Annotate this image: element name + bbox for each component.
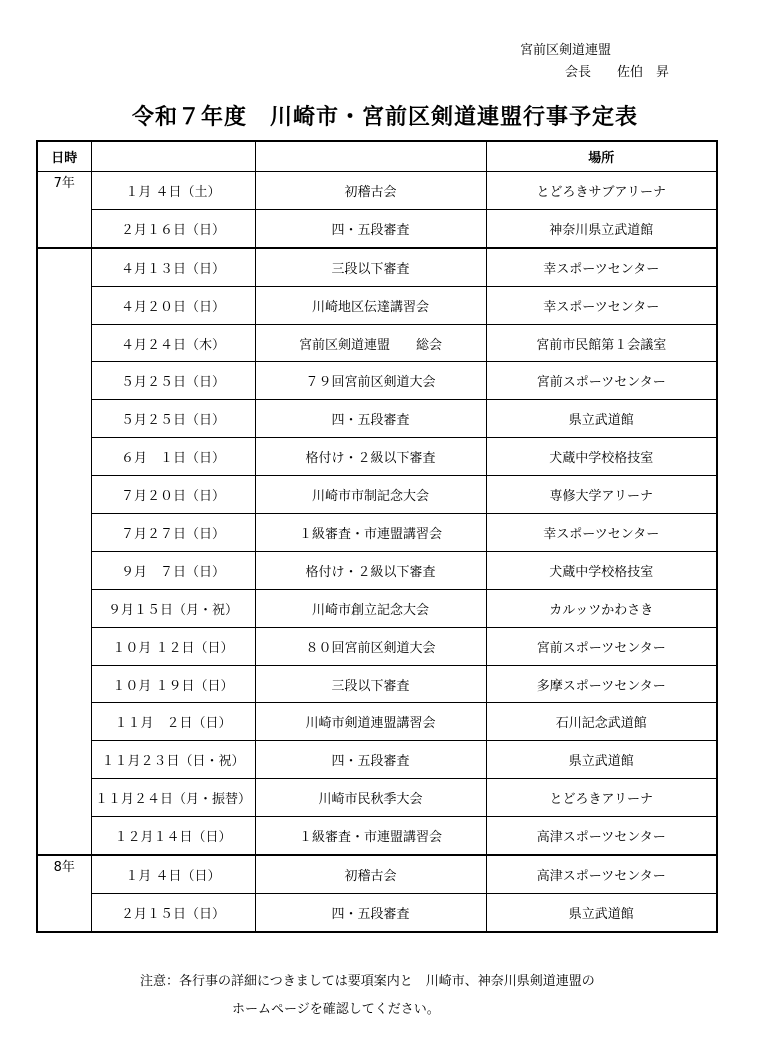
table-row xyxy=(37,286,717,324)
event-cell: 川崎市民秋季大会 xyxy=(255,779,486,817)
event-cell: 川崎市市制記念大会 xyxy=(255,476,486,514)
venue-cell: カルッツかわさき xyxy=(486,589,717,627)
date-cell: １０月 １２日（日） xyxy=(91,627,255,665)
year-cell: 8年 xyxy=(37,855,91,932)
event-cell: 四・五段審査 xyxy=(255,893,486,931)
venue-cell: 高津スポーツセンター xyxy=(486,817,717,855)
event-cell: 初稽古会 xyxy=(255,855,486,893)
note-block xyxy=(140,968,595,1024)
date-cell: ７月２０日（日） xyxy=(91,476,255,514)
venue-cell: 犬蔵中学校格技室 xyxy=(486,438,717,476)
table-row xyxy=(37,741,717,779)
header-date: 日時 xyxy=(37,141,91,172)
date-cell: ２月１５日（日） xyxy=(91,893,255,931)
event-cell: 四・五段審査 xyxy=(255,209,486,247)
note-line-2: ホームページを確認してください。 xyxy=(232,1002,440,1017)
date-cell: ９月１５日（月・祝） xyxy=(91,589,255,627)
venue-cell: 犬蔵中学校格技室 xyxy=(486,551,717,589)
venue-cell: 石川記念武道館 xyxy=(486,703,717,741)
venue-cell: 幸スポーツセンター xyxy=(486,248,717,286)
event-cell: 初稽古会 xyxy=(255,172,486,210)
header-venue: 場所 xyxy=(486,141,717,172)
date-cell: １１月 ２日（日） xyxy=(91,703,255,741)
venue-cell: とどろきアリーナ xyxy=(486,779,717,817)
date-cell: １０月 １９日（日） xyxy=(91,665,255,703)
date-cell: ９月 ７日（日） xyxy=(91,551,255,589)
table-row xyxy=(37,893,717,931)
event-cell: ７９回宮前区剣道大会 xyxy=(255,362,486,400)
venue-cell: 高津スポーツセンター xyxy=(486,855,717,893)
table-row xyxy=(37,209,717,247)
table-row xyxy=(37,476,717,514)
header-blank xyxy=(91,141,255,172)
table-row xyxy=(37,589,717,627)
table-row xyxy=(37,172,717,210)
date-cell: １月 ４日（土） xyxy=(91,172,255,210)
schedule-table xyxy=(36,140,718,933)
event-cell: １級審査・市連盟講習会 xyxy=(255,514,486,552)
event-cell: 川崎市創立記念大会 xyxy=(255,589,486,627)
note-line-1: 注意：各行事の詳細につきましては要項案内と 川崎市、神奈川県剣道連盟の xyxy=(140,974,595,989)
table-row xyxy=(37,855,717,893)
schedule-body xyxy=(37,172,717,932)
venue-cell: 神奈川県立武道館 xyxy=(486,209,717,247)
date-cell: ５月２５日（日） xyxy=(91,400,255,438)
event-cell: １級審査・市連盟講習会 xyxy=(255,817,486,855)
organization-name: 宮前区剣道連盟 xyxy=(520,43,612,58)
event-cell: 宮前区剣道連盟 総会 xyxy=(255,324,486,362)
date-cell: ４月２０日（日） xyxy=(91,286,255,324)
date-cell: １１月２４日（月・振替） xyxy=(91,779,255,817)
organization-block xyxy=(520,40,669,84)
table-row xyxy=(37,438,717,476)
table-row xyxy=(37,817,717,855)
table-row xyxy=(37,627,717,665)
header-event xyxy=(255,141,486,172)
date-cell: １２月１４日（日） xyxy=(91,817,255,855)
date-cell: ７月２７日（日） xyxy=(91,514,255,552)
event-cell: 川崎市剣道連盟講習会 xyxy=(255,703,486,741)
date-cell: ２月１６日（日） xyxy=(91,209,255,247)
table-row xyxy=(37,703,717,741)
event-cell: 三段以下審査 xyxy=(255,248,486,286)
date-cell: ６月 １日（日） xyxy=(91,438,255,476)
date-cell: ４月２４日（木） xyxy=(91,324,255,362)
table-row xyxy=(37,779,717,817)
date-cell: １月 ４日（日） xyxy=(91,855,255,893)
event-cell: 三段以下審査 xyxy=(255,665,486,703)
table-row xyxy=(37,665,717,703)
president-name: 会長 佐伯 昇 xyxy=(565,65,670,80)
table-header-row xyxy=(37,141,717,172)
venue-cell: 宮前スポーツセンター xyxy=(486,362,717,400)
venue-cell: 県立武道館 xyxy=(486,893,717,931)
date-cell: ４月１３日（日） xyxy=(91,248,255,286)
event-cell: 格付け・２級以下審査 xyxy=(255,438,486,476)
venue-cell: 幸スポーツセンター xyxy=(486,286,717,324)
table-row xyxy=(37,400,717,438)
event-cell: 四・五段審査 xyxy=(255,741,486,779)
event-cell: 格付け・２級以下審査 xyxy=(255,551,486,589)
venue-cell: 幸スポーツセンター xyxy=(486,514,717,552)
table-row xyxy=(37,551,717,589)
table-row xyxy=(37,248,717,286)
date-cell: ５月２５日（日） xyxy=(91,362,255,400)
event-cell: 川崎地区伝達講習会 xyxy=(255,286,486,324)
venue-cell: 多摩スポーツセンター xyxy=(486,665,717,703)
table-row xyxy=(37,324,717,362)
venue-cell: 専修大学アリーナ xyxy=(486,476,717,514)
page-title: 令和７年度 川崎市・宮前区剣道連盟行事予定表 xyxy=(131,105,638,130)
date-cell: １１月２３日（日・祝） xyxy=(91,741,255,779)
event-cell: 四・五段審査 xyxy=(255,400,486,438)
venue-cell: 宮前市民館第１会議室 xyxy=(486,324,717,362)
year-cell: 7年 xyxy=(37,172,91,248)
year-cell xyxy=(37,248,91,855)
table-row xyxy=(37,362,717,400)
table-row xyxy=(37,514,717,552)
venue-cell: とどろきサブアリーナ xyxy=(486,172,717,210)
venue-cell: 県立武道館 xyxy=(486,400,717,438)
venue-cell: 宮前スポーツセンター xyxy=(486,627,717,665)
venue-cell: 県立武道館 xyxy=(486,741,717,779)
event-cell: ８０回宮前区剣道大会 xyxy=(255,627,486,665)
